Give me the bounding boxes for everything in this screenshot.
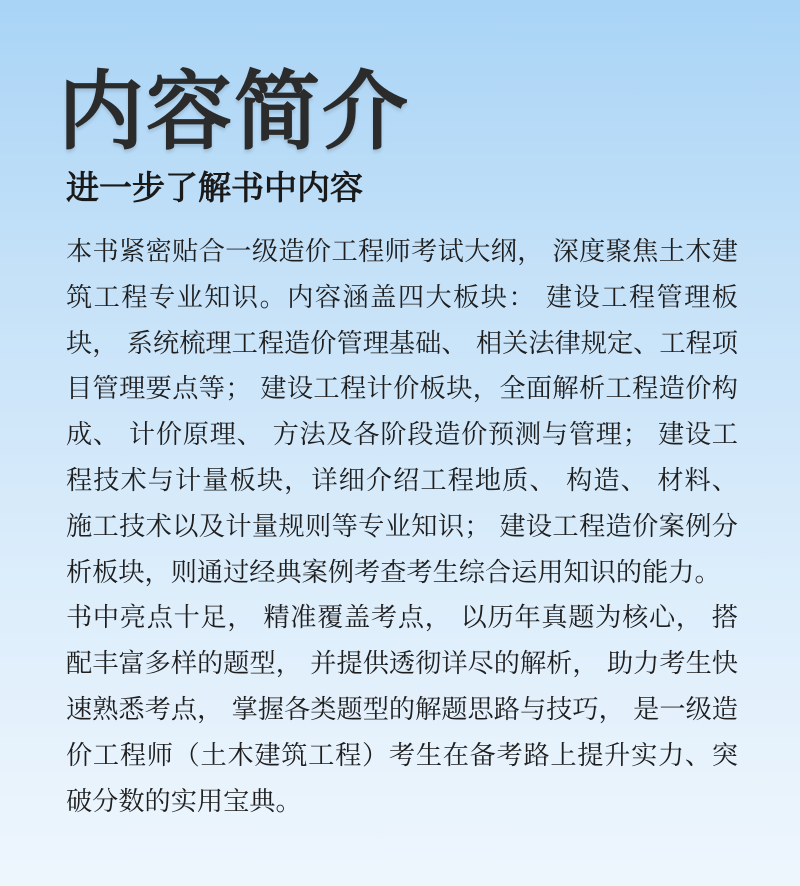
- intro-body: [66, 230, 738, 825]
- page-subtitle: 进一步了解书中内容: [66, 168, 363, 207]
- intro-paragraph-content: 本书紧密贴合一级造价工程师考试大纲， 深度聚焦土木建筑工程专业知识。内容涵盖四大板块： 建设工程管理板块， 系统梳理工程造价管理基础、 相关法律规定、工程项目管理要点等； 建设工程计价板块，全面解析工程造价构成、 计价原理、 方法及各阶段造价预测与管理； 建设工程技术与计量板块，详细介绍工程地质、 构造、 材料、 施工技术以及计量规则等专业知识； 建设工程造价案例分析板块，则通过经典案例考查考生综合运用知识的能力。: [66, 237, 738, 588]
- intro-paragraph-highlights: 书中亮点十足， 精准覆盖考点， 以历年真题为核心， 搭配丰富多样的题型， 并提供透彻详尽的解析， 助力考生快速熟悉考点， 掌握各类题型的解题思路与技巧， 是一级造价工程师（土木建筑工程）考生在备考路上提升实力、突破分数的实用宝典。: [66, 603, 738, 817]
- page-title: 内容简介: [58, 62, 410, 162]
